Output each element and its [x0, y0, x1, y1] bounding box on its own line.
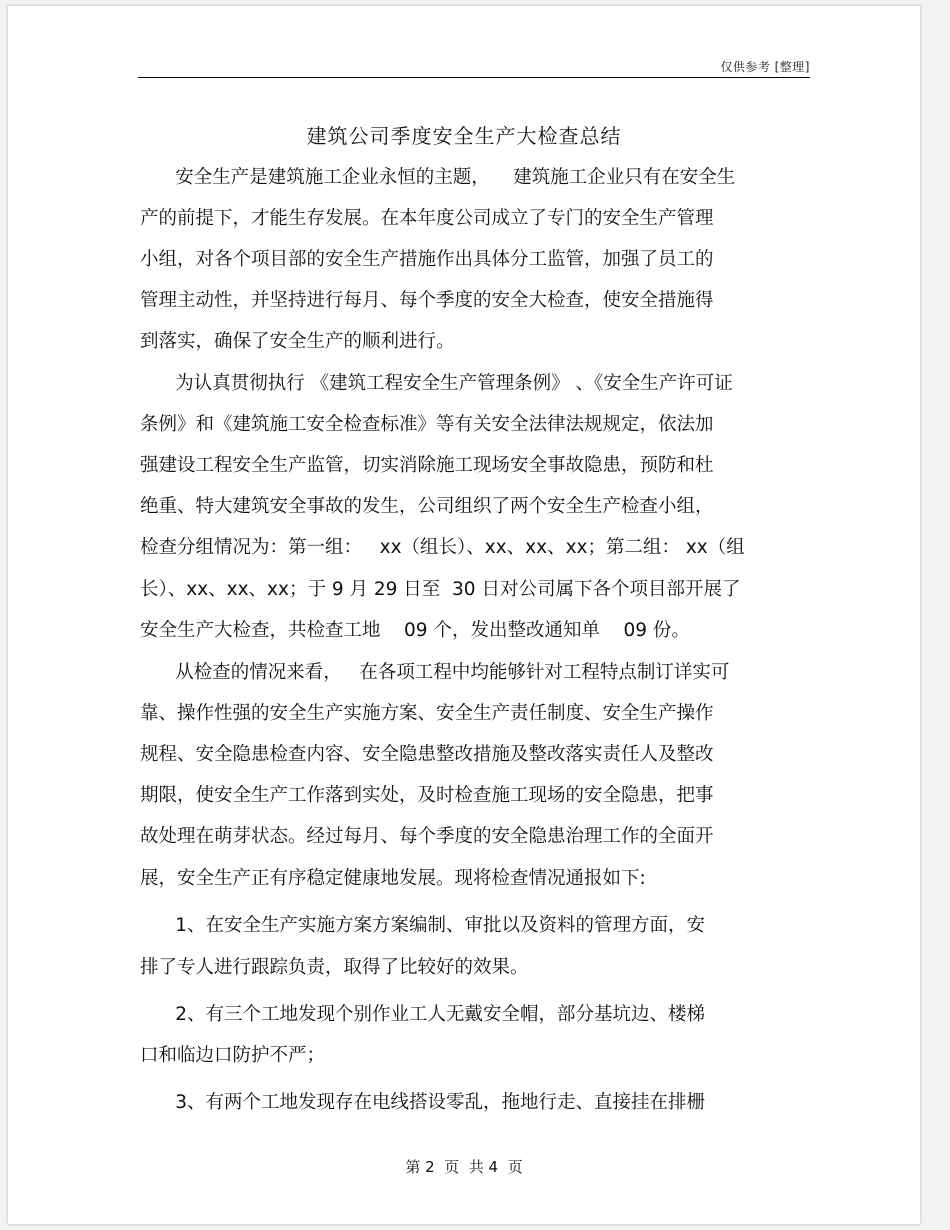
body-line: 排了专人进行跟踪负责，取得了比较好的效果。: [140, 957, 529, 978]
body-line: 绝重、特大建筑安全事故的发生，公司组织了两个安全生产检查小组，: [140, 496, 714, 517]
body-line: 靠、操作性强的安全生产实施方案、安全生产责任制度、安全生产操作: [140, 703, 714, 724]
body-line: 强建设工程安全生产监管，切实消除施工现场安全事故隐患，预防和杜: [140, 455, 714, 476]
body-line: 为认真贯彻执行 《建筑工程安全生产管理条例》 、《安全生产许可证: [140, 373, 733, 394]
body-line: 长）、xx、xx、xx；于 9 月 29 日至 30 日对公司属下各个项目部开展了: [140, 579, 741, 600]
body-line: 条例》和《建筑施工安全检查标准》等有关安全法律法规规定，依法加: [140, 414, 714, 435]
body-line: 规程、安全隐患检查内容、安全隐患整改措施及整改落实责任人及整改: [140, 744, 714, 765]
body-line: 从检查的情况来看， 在各项工程中均能够针对工程特点制订详实可: [140, 662, 730, 683]
body-line: 产的前提下，才能生存发展。在本年度公司成立了专门的安全生产管理: [140, 208, 714, 229]
body-line: 口和临边口防护不严；: [140, 1045, 326, 1066]
body-line: 2、有三个工地发现个别作业工人无戴安全帽，部分基坑边、楼梯: [140, 1004, 706, 1025]
page-number-footer: 第 2 页 共 4 页: [405, 1158, 523, 1176]
body-line: 安全生产大检查，共检查工地 09 个，发出整改通知单 09 份。: [140, 620, 690, 641]
body-line: 展，安全生产正有序稳定健康地发展。现将检查情况通报如下:: [140, 868, 646, 889]
body-line: 1、在安全生产实施方案方案编制、审批以及资料的管理方面，安: [140, 915, 706, 936]
body-line: 检查分组情况为：第一组： xx（组长）、xx、xx、xx；第二组： xx（组: [140, 537, 745, 558]
header-note: 仅供参考 [整理]: [720, 60, 810, 74]
body-line: 小组，对各个项目部的安全生产措施作出具体分工监管，加强了员工的: [140, 249, 714, 270]
document-page: [8, 6, 920, 1224]
body-line: 期限，使安全生产工作落到实处，及时检查施工现场的安全隐患，把事: [140, 785, 714, 806]
body-line: 到落实，确保了安全生产的顺利进行。: [140, 331, 455, 352]
body-line: 3、有两个工地发现存在电线搭设零乱，拖地行走、直接挂在排栅: [140, 1092, 706, 1113]
body-line: 故处理在萌芽状态。经过每月、每个季度的安全隐患治理工作的全面开: [140, 826, 714, 847]
body-line: 管理主动性，并坚持进行每月、每个季度的安全大检查，使安全措施得: [140, 290, 714, 311]
body-line: 安全生产是建筑施工企业永恒的主题， 建筑施工企业只有在安全生: [140, 167, 736, 188]
header-divider: [138, 77, 810, 78]
document-title: 建筑公司季度安全生产大检查总结: [306, 124, 622, 148]
